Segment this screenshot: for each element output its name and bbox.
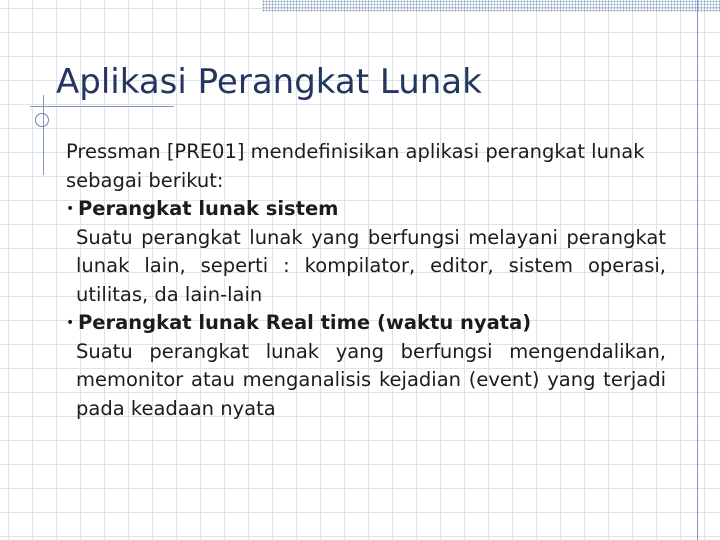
decorative-left-line (43, 95, 44, 175)
bullet-heading: Perangkat lunak Real time (waktu nyata) (78, 311, 532, 334)
bullet-icon: • (66, 315, 75, 331)
bullet-icon: • (66, 201, 75, 217)
intro-text: Pressman [PRE01] mendefinisikan aplikasi perangkat lunak sebagai berikut: (66, 140, 645, 192)
title-underline (30, 106, 174, 107)
dotted-header-band (262, 0, 720, 12)
decorative-circle-icon (35, 113, 49, 127)
bullet-heading: Perangkat lunak sistem (78, 197, 339, 220)
bullet-item-realtime-software (66, 309, 666, 338)
bullet-description: Suatu perangkat lunak yang berfungsi melayani perangkat lunak lain, seperti : kompilator, editor, sistem operasi, utilitas, da lain-lain (76, 225, 666, 306)
bullet-description: Suatu perangkat lunak yang berfungsi mengendalikan, memonitor atau menganalisis kejadian (event) yang terjadi pada keadaan nyata (76, 339, 666, 420)
slide-title: Aplikasi Perangkat Lunak (56, 62, 482, 102)
bullet-item-system-software (66, 195, 666, 224)
slide-body (66, 138, 666, 423)
decorative-vertical-line (697, 0, 698, 540)
